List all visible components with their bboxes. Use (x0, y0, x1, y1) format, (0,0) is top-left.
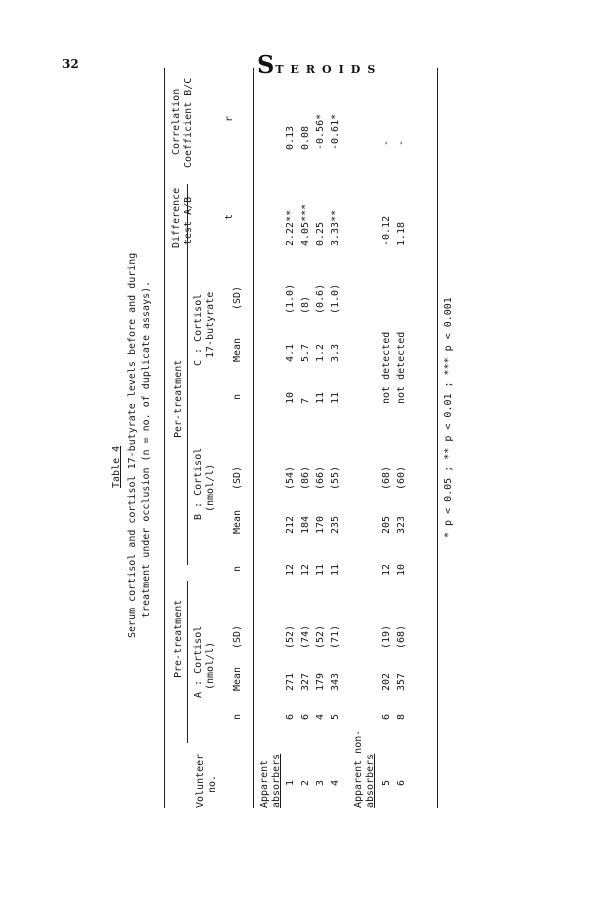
pre-treatment-rule (187, 581, 188, 743)
cell-r: -0.56* (315, 113, 326, 150)
cell-volunteer: 6 (396, 779, 407, 786)
cell-a-sd: (52) (285, 624, 296, 649)
cell-r: 0.08 (300, 125, 311, 150)
cell-r: - (396, 139, 407, 146)
table-footnote: * p < 0.05 ; ** p < 0.01 ; *** p < 0.001 (443, 297, 454, 538)
subheader-b-n: n (232, 565, 243, 572)
cell-b-n: 11 (330, 563, 341, 576)
cell-b-mean: 184 (300, 515, 311, 534)
cell-a-sd: (19) (381, 624, 392, 649)
cell-a-n: 5 (330, 713, 341, 720)
cell-b-n: 12 (300, 563, 311, 576)
subheader-a-n: n (232, 713, 243, 720)
cell-c-mean: 4.1 (285, 343, 296, 362)
header-group-c-line1: C : Cortisol (193, 293, 204, 366)
cell-b-sd: (54) (285, 465, 296, 490)
cell-t: 2.22** (285, 209, 296, 246)
cell-c-n: 11 (315, 391, 326, 404)
subheader-r: r (224, 115, 235, 122)
cell-a-mean: 179 (315, 672, 326, 691)
subheader-b-sd: (SD) (232, 465, 243, 490)
cell-b-mean: 235 (330, 515, 341, 534)
cell-c-sd: (8) (300, 295, 311, 314)
cell-t: 4.05*** (300, 203, 311, 246)
header-volunteer-no: no. (207, 774, 218, 793)
cell-a-mean: 202 (381, 672, 392, 691)
table-caption-line2: treatment under occlusion (n = no. of duplicate assays). (141, 280, 152, 618)
cell-a-mean: 271 (285, 672, 296, 691)
cell-volunteer: 2 (300, 779, 311, 786)
header-per-treatment: Per-treatment (173, 359, 184, 438)
cell-c-sd: (0.6) (315, 283, 326, 314)
table-header-rule (253, 68, 254, 808)
cell-c-n: 11 (330, 391, 341, 404)
subheader-a-sd: (SD) (232, 624, 243, 649)
cell-a-n: 6 (285, 713, 296, 720)
subheader-b-mean: Mean (232, 509, 243, 534)
subheader-c-n: n (232, 393, 243, 400)
cell-c-sd: (1.0) (330, 283, 341, 314)
cell-volunteer: 4 (330, 779, 341, 786)
cell-a-n: 6 (300, 713, 311, 720)
cell-b-n: 12 (285, 563, 296, 576)
section-absorbers-line2: absorbers (271, 753, 282, 808)
cell-b-mean: 205 (381, 515, 392, 534)
cell-r: -0.61* (330, 113, 341, 150)
journal-title-initial: S (257, 50, 276, 79)
subheader-a-mean: Mean (232, 666, 243, 691)
cell-a-n: 8 (396, 713, 407, 720)
cell-c-mean: 3.3 (330, 343, 341, 362)
cell-t: 0.25 (315, 221, 326, 246)
subheader-t: t (224, 213, 235, 220)
cell-r: - (381, 139, 392, 146)
cell-b-sd: (68) (381, 465, 392, 490)
header-group-a-line1: A : Cortisol (193, 625, 204, 698)
cell-r: 0.13 (285, 125, 296, 150)
cell-a-mean: 327 (300, 672, 311, 691)
cell-c-not-detected: not detected (396, 331, 407, 404)
cell-b-n: 10 (396, 563, 407, 576)
cell-c-n: 7 (300, 397, 311, 404)
cell-a-mean: 357 (396, 672, 407, 691)
cell-a-sd: (52) (315, 624, 326, 649)
section-nonabsorbers-line1: Apparent non- (353, 729, 364, 808)
header-correlation-line2: Coefficient B/C (183, 77, 194, 168)
section-nonabsorbers-line2: absorbers (365, 753, 376, 808)
cell-b-sd: (60) (396, 465, 407, 490)
cell-c-mean: 5.7 (300, 343, 311, 362)
subheader-c-mean: Mean (232, 337, 243, 362)
header-pre-treatment: Pre-treatment (173, 599, 184, 678)
header-difference-line1: Difference (171, 187, 182, 248)
cell-b-mean: 323 (396, 515, 407, 534)
cell-a-n: 6 (381, 713, 392, 720)
header-correlation-line1: Correlation (171, 88, 182, 155)
page-number: 32 (62, 57, 79, 71)
cell-c-n: 10 (285, 391, 296, 404)
header-group-b-line1: B : Cortisol (193, 447, 204, 520)
cell-b-mean: 170 (315, 515, 326, 534)
subheader-c-sd: (SD) (232, 285, 243, 310)
cell-b-mean: 212 (285, 515, 296, 534)
table-top-rule (164, 68, 165, 808)
journal-title-rest: TEROIDS (275, 63, 383, 76)
table-caption-line1: Serum cortisol and cortisol 17-butyrate levels before and during (127, 252, 138, 638)
cell-a-sd: (68) (396, 624, 407, 649)
cell-b-n: 11 (315, 563, 326, 576)
cell-volunteer: 3 (315, 779, 326, 786)
cell-volunteer: 1 (285, 779, 296, 786)
cell-c-mean: 1.2 (315, 343, 326, 362)
cell-a-sd: (74) (300, 624, 311, 649)
rotated-table-page (105, 68, 454, 808)
cell-c-sd: (1.0) (285, 283, 296, 314)
header-volunteer: Volunteer (195, 753, 206, 808)
header-group-a-line2: (nmol/l) (205, 641, 216, 690)
cell-volunteer: 5 (381, 779, 392, 786)
cell-a-mean: 343 (330, 672, 341, 691)
cell-a-sd: (71) (330, 624, 341, 649)
cell-t: 3.33** (330, 209, 341, 246)
cell-b-sd: (55) (330, 465, 341, 490)
table-label: Table 4 (111, 445, 122, 488)
cell-b-n: 12 (381, 563, 392, 576)
header-group-c-line2: 17-butyrate (205, 291, 216, 358)
cell-b-sd: (86) (300, 465, 311, 490)
table-bottom-rule (437, 68, 438, 808)
cell-c-not-detected: not detected (381, 331, 392, 404)
section-absorbers-line1: Apparent (259, 759, 270, 808)
header-group-b-line2: (nmol/l) (205, 463, 216, 512)
cell-t: 1.18 (396, 221, 407, 246)
cell-a-n: 4 (315, 713, 326, 720)
header-difference-line2: test A/B (183, 196, 194, 245)
cell-t: -0.12 (381, 215, 392, 246)
cell-b-sd: (66) (315, 465, 326, 490)
